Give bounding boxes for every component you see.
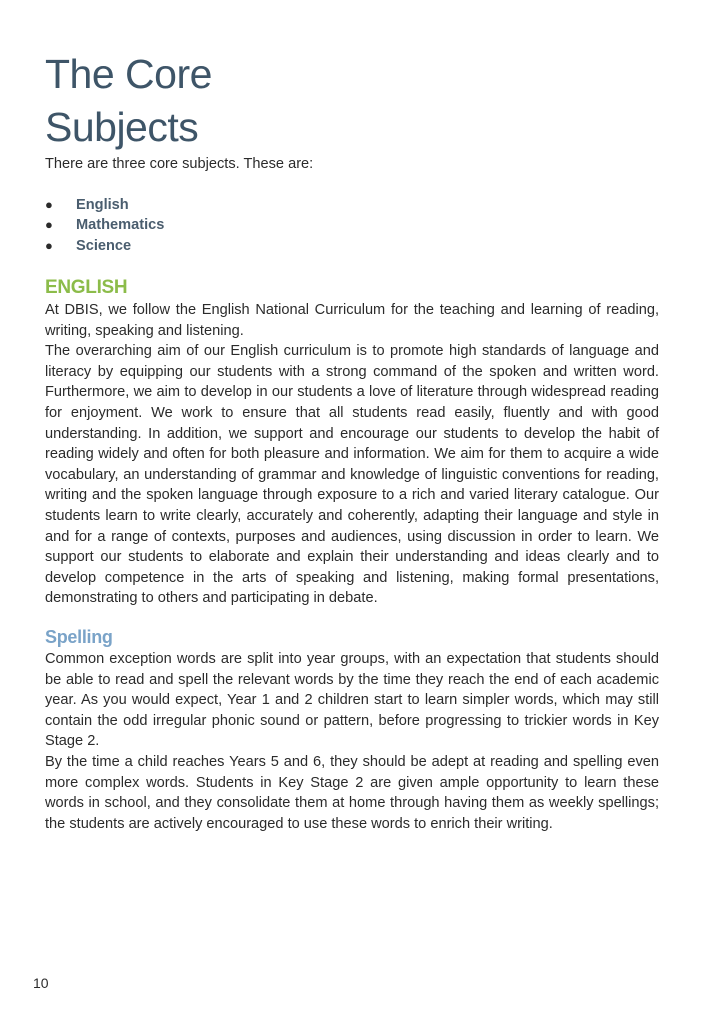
english-paragraph-2: The overarching aim of our English curriculum is to promote high standards of language and literacy by equipping our students with a strong command of the spoken and written word. Furthermore, we aim to develop in our students a love of literature through widespread reading for enjoyment. We work to ensure that all students read easily, fluently and with good understanding. In addition, we support and encourage our students to develop the habit of reading widely and often for both pleasure and information. We aim for them to acquire a wide vocabulary, an understanding of grammar and knowledge of linguistic conventions for reading, writing and the spoken language through exposure to a rich and varied literary catalogue. Our students learn to write clearly, accurately and coherently, adapting their language and style in and for a range of contexts, purposes and audiences, using discussion in order to learn. We support our students to elaborate and explain their understanding and ideas clearly and to develop competence in the arts of speaking and listening, making formal presentations, demonstrating to others and participating in debate. bbox=[45, 343, 659, 607]
bullet-icon: ● bbox=[45, 237, 53, 253]
list-item bbox=[45, 215, 659, 236]
subject-english: English bbox=[76, 196, 129, 213]
bullet-icon: ● bbox=[45, 217, 53, 233]
page-title-line-2: Subjects bbox=[45, 104, 199, 150]
page-content bbox=[45, 48, 659, 834]
core-subjects-list bbox=[45, 195, 659, 257]
page-title-line-1: The Core bbox=[45, 51, 212, 97]
page-number: 10 bbox=[33, 975, 49, 991]
bullet-icon: ● bbox=[45, 196, 53, 212]
subject-mathematics: Mathematics bbox=[76, 217, 165, 234]
list-item bbox=[45, 195, 659, 216]
intro-text: There are three core subjects. These are: bbox=[45, 156, 314, 172]
list-item bbox=[45, 236, 659, 257]
english-paragraph-1: At DBIS, we follow the English National Curriculum for the teaching and learning of reading, writing, speaking and listening. bbox=[45, 302, 659, 339]
subject-science: Science bbox=[76, 237, 132, 254]
spelling-heading: Spelling bbox=[45, 627, 113, 647]
spelling-paragraph-1: Common exception words are split into year groups, with an expectation that students should be able to read and spell the relevant words by the time they reach the end of each academic year. As you would expect, Year 1 and 2 children start to learn simpler words, which may still contain the odd irregular phonic sound or pattern, before progressing to trickier words in Key Stage 2. bbox=[45, 651, 659, 750]
english-heading: ENGLISH bbox=[45, 277, 128, 299]
spelling-paragraph-2: By the time a child reaches Years 5 and 6, they should be adept at reading and spelling even more complex words. Students in Key Stage 2 are given ample opportunity to learn these words in school, and they consolidate them at home through having them as weekly spellings; the students are actively encouraged to use these words to enrich their writing. bbox=[45, 753, 659, 832]
page-title bbox=[45, 48, 659, 154]
